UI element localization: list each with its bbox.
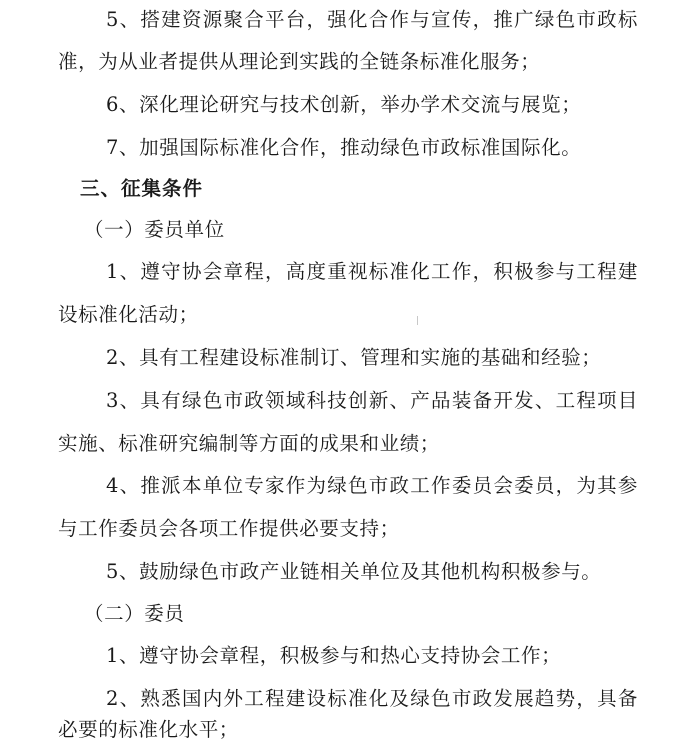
section-heading: 三、征集条件	[80, 177, 204, 200]
subsection-2-title: （二）委员	[84, 602, 185, 625]
member-item-2-line-2: 必要的标准化水平；	[58, 718, 239, 741]
paragraph-6: 6、深化理论研究与技术创新，举办学术交流与展览；	[106, 93, 582, 116]
unit-item-3-line-2: 实施、标准研究编制等方面的成果和业绩；	[58, 432, 440, 455]
paragraph-7: 7、加强国际标准化合作，推动绿色市政标准国际化。	[106, 136, 582, 159]
member-item-1: 1、遵守协会章程，积极参与和热心支持协会工作；	[106, 644, 562, 667]
member-item-2-line-1: 2、熟悉国内外工程建设标准化及绿色市政发展趋势，具备	[106, 687, 638, 710]
unit-item-3-line-1: 3、具有绿色市政领域科技创新、产品装备开发、工程项目	[106, 389, 638, 412]
unit-item-1-line-2: 设标准化活动；	[58, 303, 199, 326]
unit-item-4-line-1: 4、推派本单位专家作为绿色市政工作委员会委员，为其参	[106, 474, 638, 497]
subsection-1-title: （一）委员单位	[84, 218, 225, 241]
unit-item-4-line-2: 与工作委员会各项工作提供必要支持；	[58, 517, 400, 540]
paragraph-5-line-2: 准，为从业者提供从理论到实践的全链条标准化服务；	[58, 50, 541, 73]
paragraph-5-line-1: 5、搭建资源聚合平台，强化合作与宣传，推广绿色市政标	[106, 8, 638, 31]
unit-item-1-line-1: 1、遵守协会章程，高度重视标准化工作，积极参与工程建	[106, 260, 638, 283]
unit-item-2: 2、具有工程建设标准制订、管理和实施的基础和经验；	[106, 346, 602, 369]
scan-speck	[417, 316, 418, 325]
unit-item-5: 5、鼓励绿色市政产业链相关单位及其他机构积极参与。	[106, 560, 602, 583]
